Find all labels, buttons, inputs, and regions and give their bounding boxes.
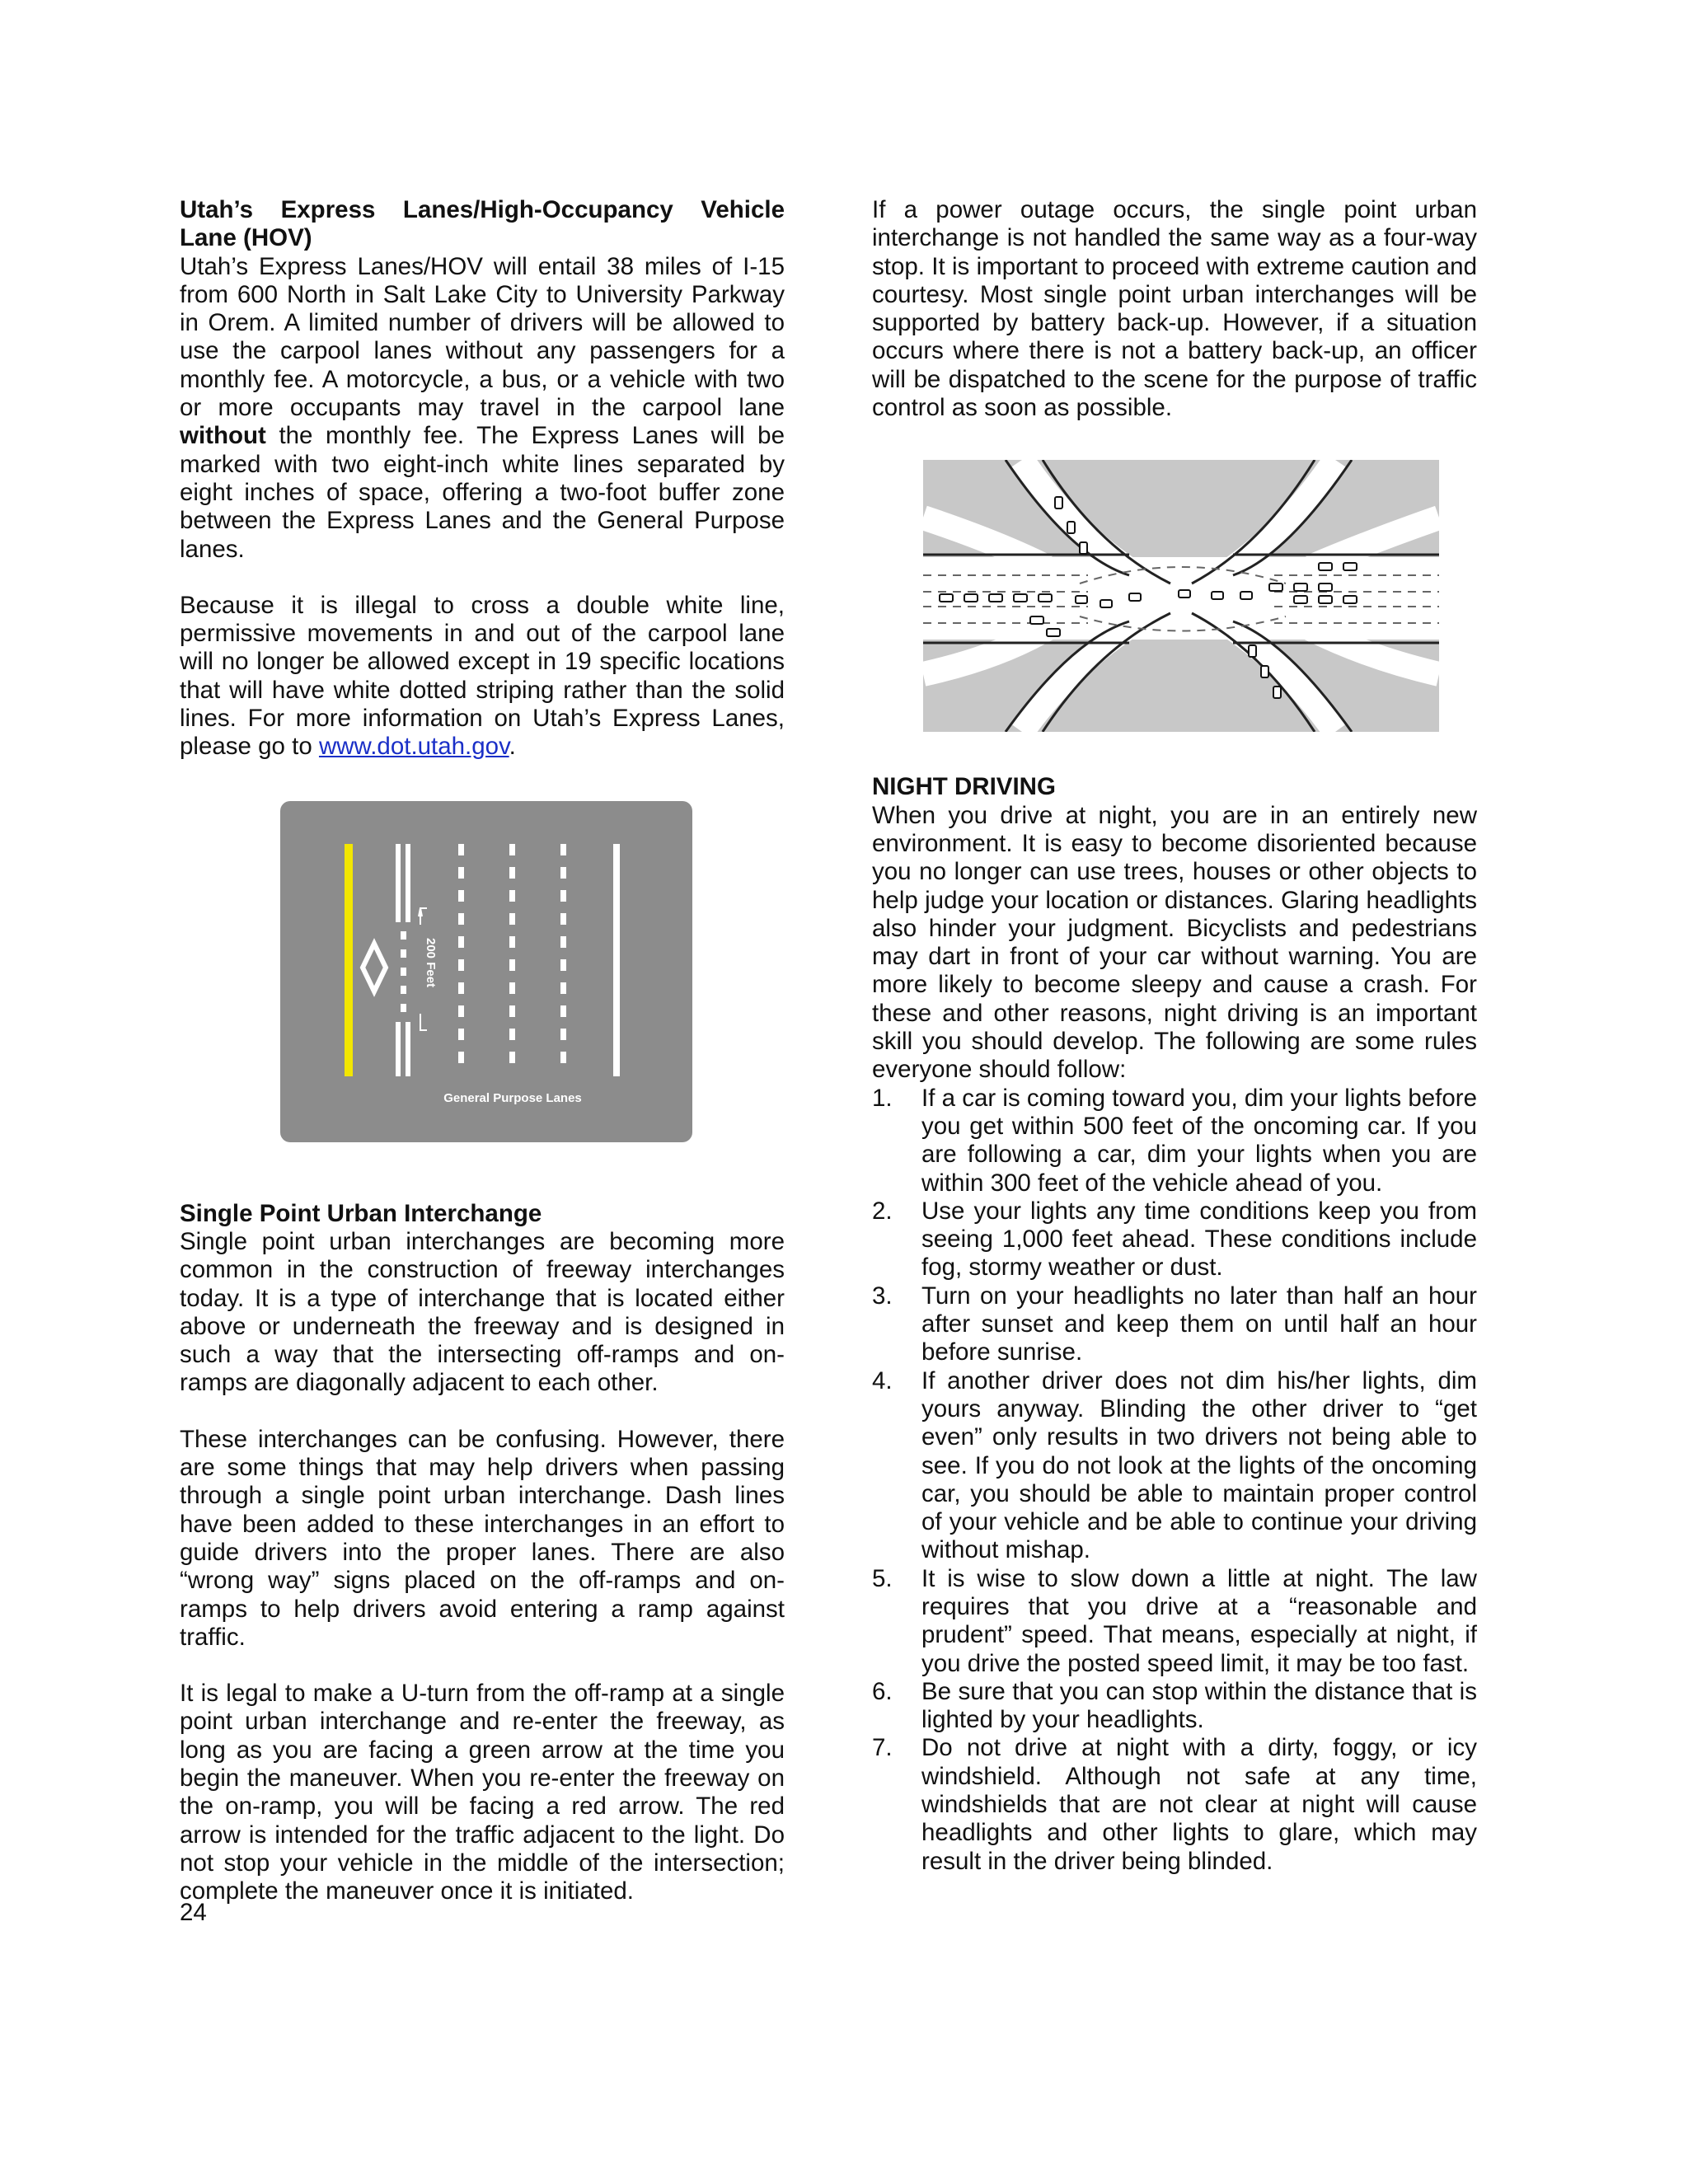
list-item: [872, 1734, 1477, 1875]
spui-svg: [923, 460, 1439, 732]
list-number: 4.: [872, 1366, 893, 1394]
distance-label: 200 Feet: [424, 937, 438, 987]
list-text: If another driver does not dim his/her lights, dim yours anyway. Blinding the other driver to “get even” only results in two drivers not being able to see. If you do not look at the lights of the oncoming car, you should be able to maintain proper control of your vehicle and be able to continue your driving without mishap.: [921, 1366, 1477, 1564]
list-text: If a car is coming toward you, dim your lights before you get within 500 feet of the oncoming car. If you are following a car, dim your lights when you are within 300 feet of the vehicle ahead of you.: [921, 1084, 1477, 1197]
buffer-line-bottom-left: [396, 1022, 401, 1076]
hov-p1-bold: without: [180, 422, 266, 450]
list-text: Do not drive at night with a dirty, foggy, or icy windshield. Although not safe at any time, windshields that are not clear at night will cause headlights and other lights to glare, which may result in the driver being blinded.: [921, 1734, 1477, 1875]
list-text: Turn on your headlights no later than half an hour after sunset and keep them on until half an hour before sunrise.: [921, 1282, 1477, 1366]
list-number: 6.: [872, 1677, 893, 1705]
page-number: 24: [180, 1899, 207, 1926]
hov-p1-text-2: the monthly fee. The Express Lanes will be marked with two eight-inch white lines separated by eight inches of space, offering a two-foot buffer zone between the Express Lanes and the General Purpose lanes.: [180, 422, 785, 563]
spui-heading: Single Point Urban Interchange: [180, 1199, 542, 1227]
express-lanes-diagram: [280, 801, 692, 1142]
spui-paragraph-2: These interchanges can be confusing. However, there are some things that may help drivers when passing through a single point urban interchange. Dash lines have been added to these interchanges in an effort to guide drivers into the proper lanes. There are also “wrong way” signs placed on the off-ramps and on-ramps to help drivers avoid entering a ramp against traffic.: [180, 1425, 785, 1651]
left-column: [180, 196, 785, 1905]
list-item: [872, 1678, 1477, 1735]
list-item: [872, 1367, 1477, 1565]
hov-p2-period: .: [509, 733, 516, 761]
hov-p1-text: Utah’s Express Lanes/HOV will entail 38 miles of I-15 from 600 North in Salt Lake City to University Parkway in Orem. A limited number of drivers will be allowed to use the carpool lanes without any passengers for a monthly fee. A motorcycle, a bus, or a vehicle with two or more occupants may travel in the carpool lane: [180, 252, 785, 422]
spui-paragraph-1: Single point urban interchanges are becoming more common in the construction of freeway interchanges today. It is a type of interchange that is located either above or underneath the freeway and is designed in such a way that the intersecting off-ramps and on-ramps are diagonally adjacent to each other.: [180, 1227, 785, 1397]
spui-diagram: [923, 460, 1439, 732]
hov-p2-text: Because it is illegal to cross a double white line, permissive movements in and out of the carpool lane will no longer be allowed except in 19 specific locations that will have white dotted striping rather than the solid lines. For more information on Utah’s Express Lanes, please go to: [180, 591, 785, 761]
night-driving-intro: When you drive at night, you are in an entirely new environment. It is easy to become disoriented because you no longer can use trees, houses or other objects to help judge your location or distances. Glaring headlights also hinder your judgment. Bicyclists and pedestrians may dart in front of your car without warning. You are more likely to become sleepy and cause a crash. For these and other reasons, night driving is an important skill you should develop. The following are some rules everyone should follow:: [872, 801, 1477, 1084]
list-number: 1.: [872, 1084, 893, 1112]
list-item: [872, 1197, 1477, 1282]
right-column: [872, 196, 1477, 1876]
hov-heading: Utah’s Express Lanes/High-Occupancy Vehicle Lane (HOV): [180, 196, 785, 252]
yellow-edge-line: [345, 844, 353, 1076]
night-driving-heading: NIGHT DRIVING: [872, 773, 1056, 801]
list-text: Use your lights any time conditions keep you from seeing 1,000 feet ahead. These conditions include fog, stormy weather or dust.: [921, 1197, 1477, 1282]
list-item: [872, 1085, 1477, 1197]
list-number: 5.: [872, 1564, 893, 1592]
dot-website-link[interactable]: www.dot.utah.gov: [318, 733, 509, 761]
spui-paragraph-3: It is legal to make a U-turn from the off-ramp at a single point urban interchange and re-enter the freeway, as long as you are facing a green arrow at the time you begin the maneuver. When you re-enter the freeway on the on-ramp, you will be facing a red arrow. The red arrow is intended for the traffic adjacent to the light. Do not stop your vehicle in the middle of the intersection; complete the maneuver once it is initiated.: [180, 1680, 785, 1905]
spui-paragraph-4: If a power outage occurs, the single point urban interchange is not handled the same way as a four-way stop. It is important to proceed with extreme caution and courtesy. Most single point urban interchanges will be supported by battery back-up. However, if a situation occurs where there is not a battery back-up, an officer will be dispatched to the scene for the purpose of traffic control as soon as possible.: [872, 196, 1477, 422]
list-number: 3.: [872, 1282, 893, 1310]
list-number: 7.: [872, 1734, 893, 1762]
buffer-line-top-left: [396, 844, 401, 922]
night-driving-rules: [872, 1085, 1477, 1876]
list-item: [872, 1565, 1477, 1678]
list-item: [872, 1282, 1477, 1367]
hov-paragraph-2: [180, 592, 785, 762]
list-text: Be sure that you can stop within the distance that is lighted by your headlights.: [921, 1677, 1477, 1734]
list-text: It is wise to slow down a little at night. The law requires that you drive at a “reasonable and prudent” speed. That means, especially at night, if you drive the posted speed limit, it may be too fast.: [921, 1564, 1477, 1677]
general-purpose-caption: General Purpose Lanes: [443, 1090, 582, 1105]
right-edge-line: [613, 844, 620, 1076]
express-lanes-svg: [280, 801, 692, 1142]
buffer-line-top-right: [406, 844, 410, 922]
buffer-line-bottom-right: [406, 1022, 410, 1076]
hov-paragraph-1: [180, 253, 785, 564]
list-number: 2.: [872, 1197, 893, 1225]
